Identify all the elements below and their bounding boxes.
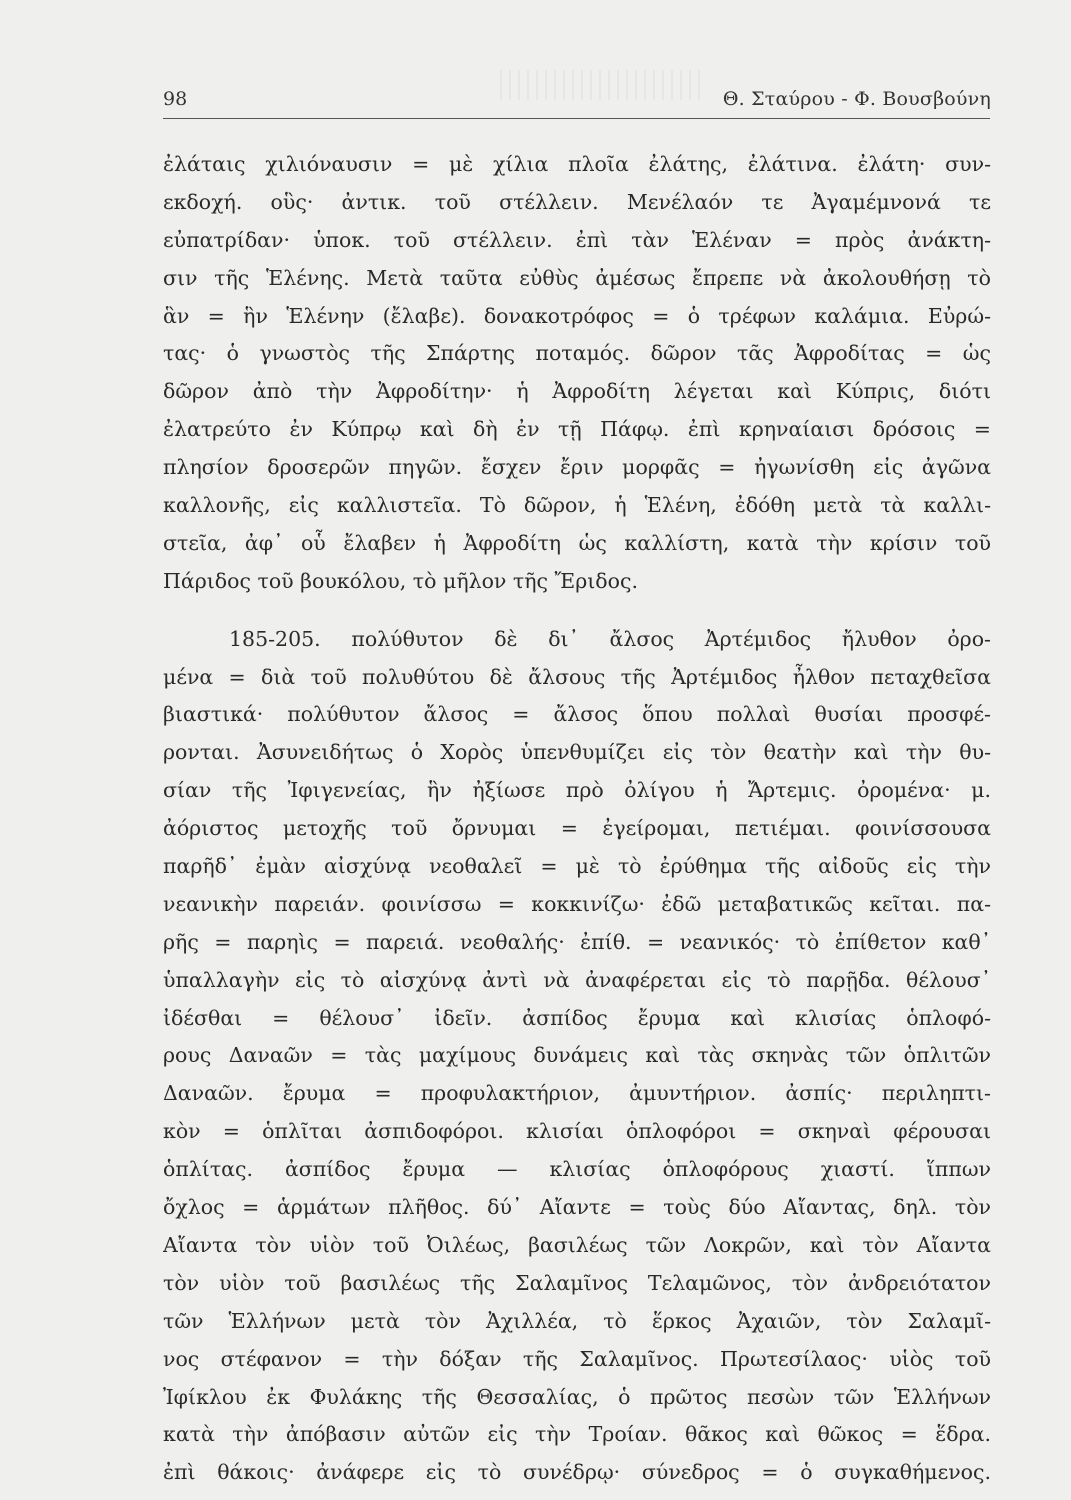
text-line: ρους Δαναῶν = τὰς μαχίμους δυνάμεις καὶ τὰς σκηνὰς τῶν ὁπλιτῶν	[163, 1043, 991, 1068]
paragraph-gap	[163, 601, 991, 621]
text-line: 185-205. πολύθυτον δὲ δι᾽ ἄλσος Ἀρτέμιδος ἤλυθον ὀρο-	[229, 626, 991, 651]
text-line: ὑπαλλαγὴν εἰς τὸ αἰσχύνᾳ ἀντὶ νὰ ἀναφέρεται εἰς τὸ παρῇδα. θέλουσ᾽	[163, 967, 991, 992]
text-line: Ἰφίκλου ἐκ Φυλάκης τῆς Θεσσαλίας, ὁ πρῶτος πεσὼν τῶν Ἑλλήνων	[163, 1384, 991, 1409]
text-line: βιαστικά· πολύθυτον ἄλσος = ἄλσος ὅπου πολλαὶ θυσίαι προσφέ-	[163, 702, 991, 727]
text-line: ἀόριστος μετοχῆς τοῦ ὄρνυμαι = ἐγείρομαι, πετιέμαι. φοινίσσουσα	[163, 816, 991, 841]
text-line: εὐπατρίδαν· ὑποκ. τοῦ στέλλειν. ἐπὶ τὰν Ἑλέναν = πρὸς ἀνάκτη-	[163, 227, 991, 252]
text-line: πλησίον δροσερῶν πηγῶν. ἔσχεν ἔριν μορφᾶς = ἠγωνίσθη εἰς ἀγῶνα	[163, 455, 991, 480]
text-line: κατὰ τὴν ἀπόβασιν αὐτῶν εἰς τὴν Τροίαν. θᾶκος καὶ θῶκος = ἕδρα.	[163, 1422, 991, 1447]
text-line: τῶν Ἑλλήνων μετὰ τὸν Ἀχιλλέα, τὸ ἕρκος Ἀχαιῶν, τὸν Σαλαμῖ-	[163, 1308, 991, 1333]
text-line: τας· ὁ γνωστὸς τῆς Σπάρτης ποταμός. δῶρον τᾶς Ἀφροδίτας = ὡς	[163, 341, 991, 366]
text-line: δῶρον ἀπὸ τὴν Ἀφροδίτην· ἡ Ἀφροδίτη λέγεται καὶ Κύπρις, διότι	[163, 379, 991, 404]
page-number: 98	[163, 88, 188, 110]
text-line: Αἴαντα τὸν υἱὸν τοῦ Ὀιλέως, βασιλέως τῶν Λοκρῶν, καὶ τὸν Αἴαντα	[163, 1232, 991, 1257]
text-line: τὸν υἱὸν τοῦ βασιλέως τῆς Σαλαμῖνος Τελαμῶνος, τὸν ἀνδρειότατον	[163, 1270, 991, 1295]
text-line: στεῖα, ἀφ᾽ οὗ ἔλαβεν ἡ Ἀφροδίτη ὡς καλλίστη, κατὰ τὴν κρίσιν τοῦ	[163, 530, 991, 555]
text-line: ὄχλος = ἁρμάτων πλῆθος. δύ᾽ Αἴαντε = τοὺς δύο Αἴαντας, δηλ. τὸν	[163, 1195, 991, 1220]
text-line: νεανικὴν παρειάν. φοινίσσω = κοκκινίζω· ἐδῶ μεταβατικῶς κεῖται. πα-	[163, 891, 991, 916]
text-line: ρῆς = παρηὶς = παρειά. νεοθαλής· ἐπίθ. = νεανικός· τὸ ἐπίθετον καθ᾽	[163, 929, 991, 954]
text-line: σιν τῆς Ἑλένης. Μετὰ ταῦτα εὐθὺς ἀμέσως ἔπρεπε νὰ ἀκολουθήσῃ τὸ	[163, 265, 991, 290]
text-line: Πάριδος τοῦ βουκόλου, τὸ μῆλον τῆς Ἔριδος.	[163, 568, 638, 593]
text-line: ἐλατρεύτο ἐν Κύπρῳ καὶ δὴ ἐν τῇ Πάφῳ. ἐπὶ κρηναίαισι δρόσοις =	[163, 417, 991, 442]
text-line: σίαν τῆς Ἰφιγενείας, ἣν ἠξίωσε πρὸ ὀλίγου ἡ Ἄρτεμις. ὀρομένα· μ.	[163, 778, 991, 803]
text-line: Δαναῶν. ἔρυμα = προφυλακτήριον, ἀμυντήριον. ἀσπίς· περιληπτι-	[163, 1081, 991, 1106]
text-line: νος στέφανον = τὴν δόξαν τῆς Σαλαμῖνος. Πρωτεσίλαος· υἱὸς τοῦ	[163, 1346, 991, 1371]
text-line: εκδοχή. οὓς· ἀντικ. τοῦ στέλλειν. Μενέλαόν τε Ἀγαμέμνονά τε	[163, 189, 991, 214]
running-title: Θ. Σταύρου - Φ. Βουσβούνη	[722, 88, 991, 110]
commentary-body	[163, 146, 991, 1492]
text-line: ἰδέσθαι = θέλουσ᾽ ἰδεῖν. ἀσπίδος ἔρυμα καὶ κλισίας ὁπλοφό-	[163, 1005, 991, 1030]
text-line: μένα = διὰ τοῦ πολυθύτου δὲ ἄλσους τῆς Ἀρτέμιδος ἦλθον πεταχθεῖσα	[163, 664, 991, 689]
text-line: κὸν = ὁπλῖται ἀσπιδοφόροι. κλισίαι ὁπλοφόροι = σκηναὶ φέρουσαι	[163, 1119, 991, 1144]
text-line: καλλονῆς, εἰς καλλιστεῖα. Τὸ δῶρον, ἡ Ἑλένη, ἐδόθη μετὰ τὰ καλλι-	[163, 493, 991, 518]
text-line: παρῆδ᾽ ἐμὰν αἰσχύνᾳ νεοθαλεῖ = μὲ τὸ ἐρύθημα τῆς αἰδοῦς εἰς τὴν	[163, 854, 991, 879]
text-line: ρονται. Ἀσυνειδήτως ὁ Χορὸς ὑπενθυμίζει εἰς τὸν θεατὴν καὶ τὴν θυ-	[163, 740, 991, 765]
page-header	[163, 80, 993, 110]
text-line: ὁπλίτας. ἀσπίδος ἔρυμα — κλισίας ὁπλοφόρους χιαστί. ἵππων	[163, 1157, 991, 1182]
header-rule	[163, 118, 990, 119]
text-line: ἐλάταις χιλιόναυσιν = μὲ χίλια πλοῖα ἐλάτης, ἐλάτινα. ἐλάτη· συν-	[163, 152, 991, 176]
text-line: ἃν = ἣν Ἑλένην (ἔλαβε). δονακοτρόφος = ὁ τρέφων καλάμια. Εὐρώ-	[163, 303, 991, 328]
text-line: ἐπὶ θάκοις· ἀνάφερε εἰς τὸ συνέδρῳ· σύνεδρος = ὁ συγκαθήμενος.	[163, 1460, 991, 1485]
